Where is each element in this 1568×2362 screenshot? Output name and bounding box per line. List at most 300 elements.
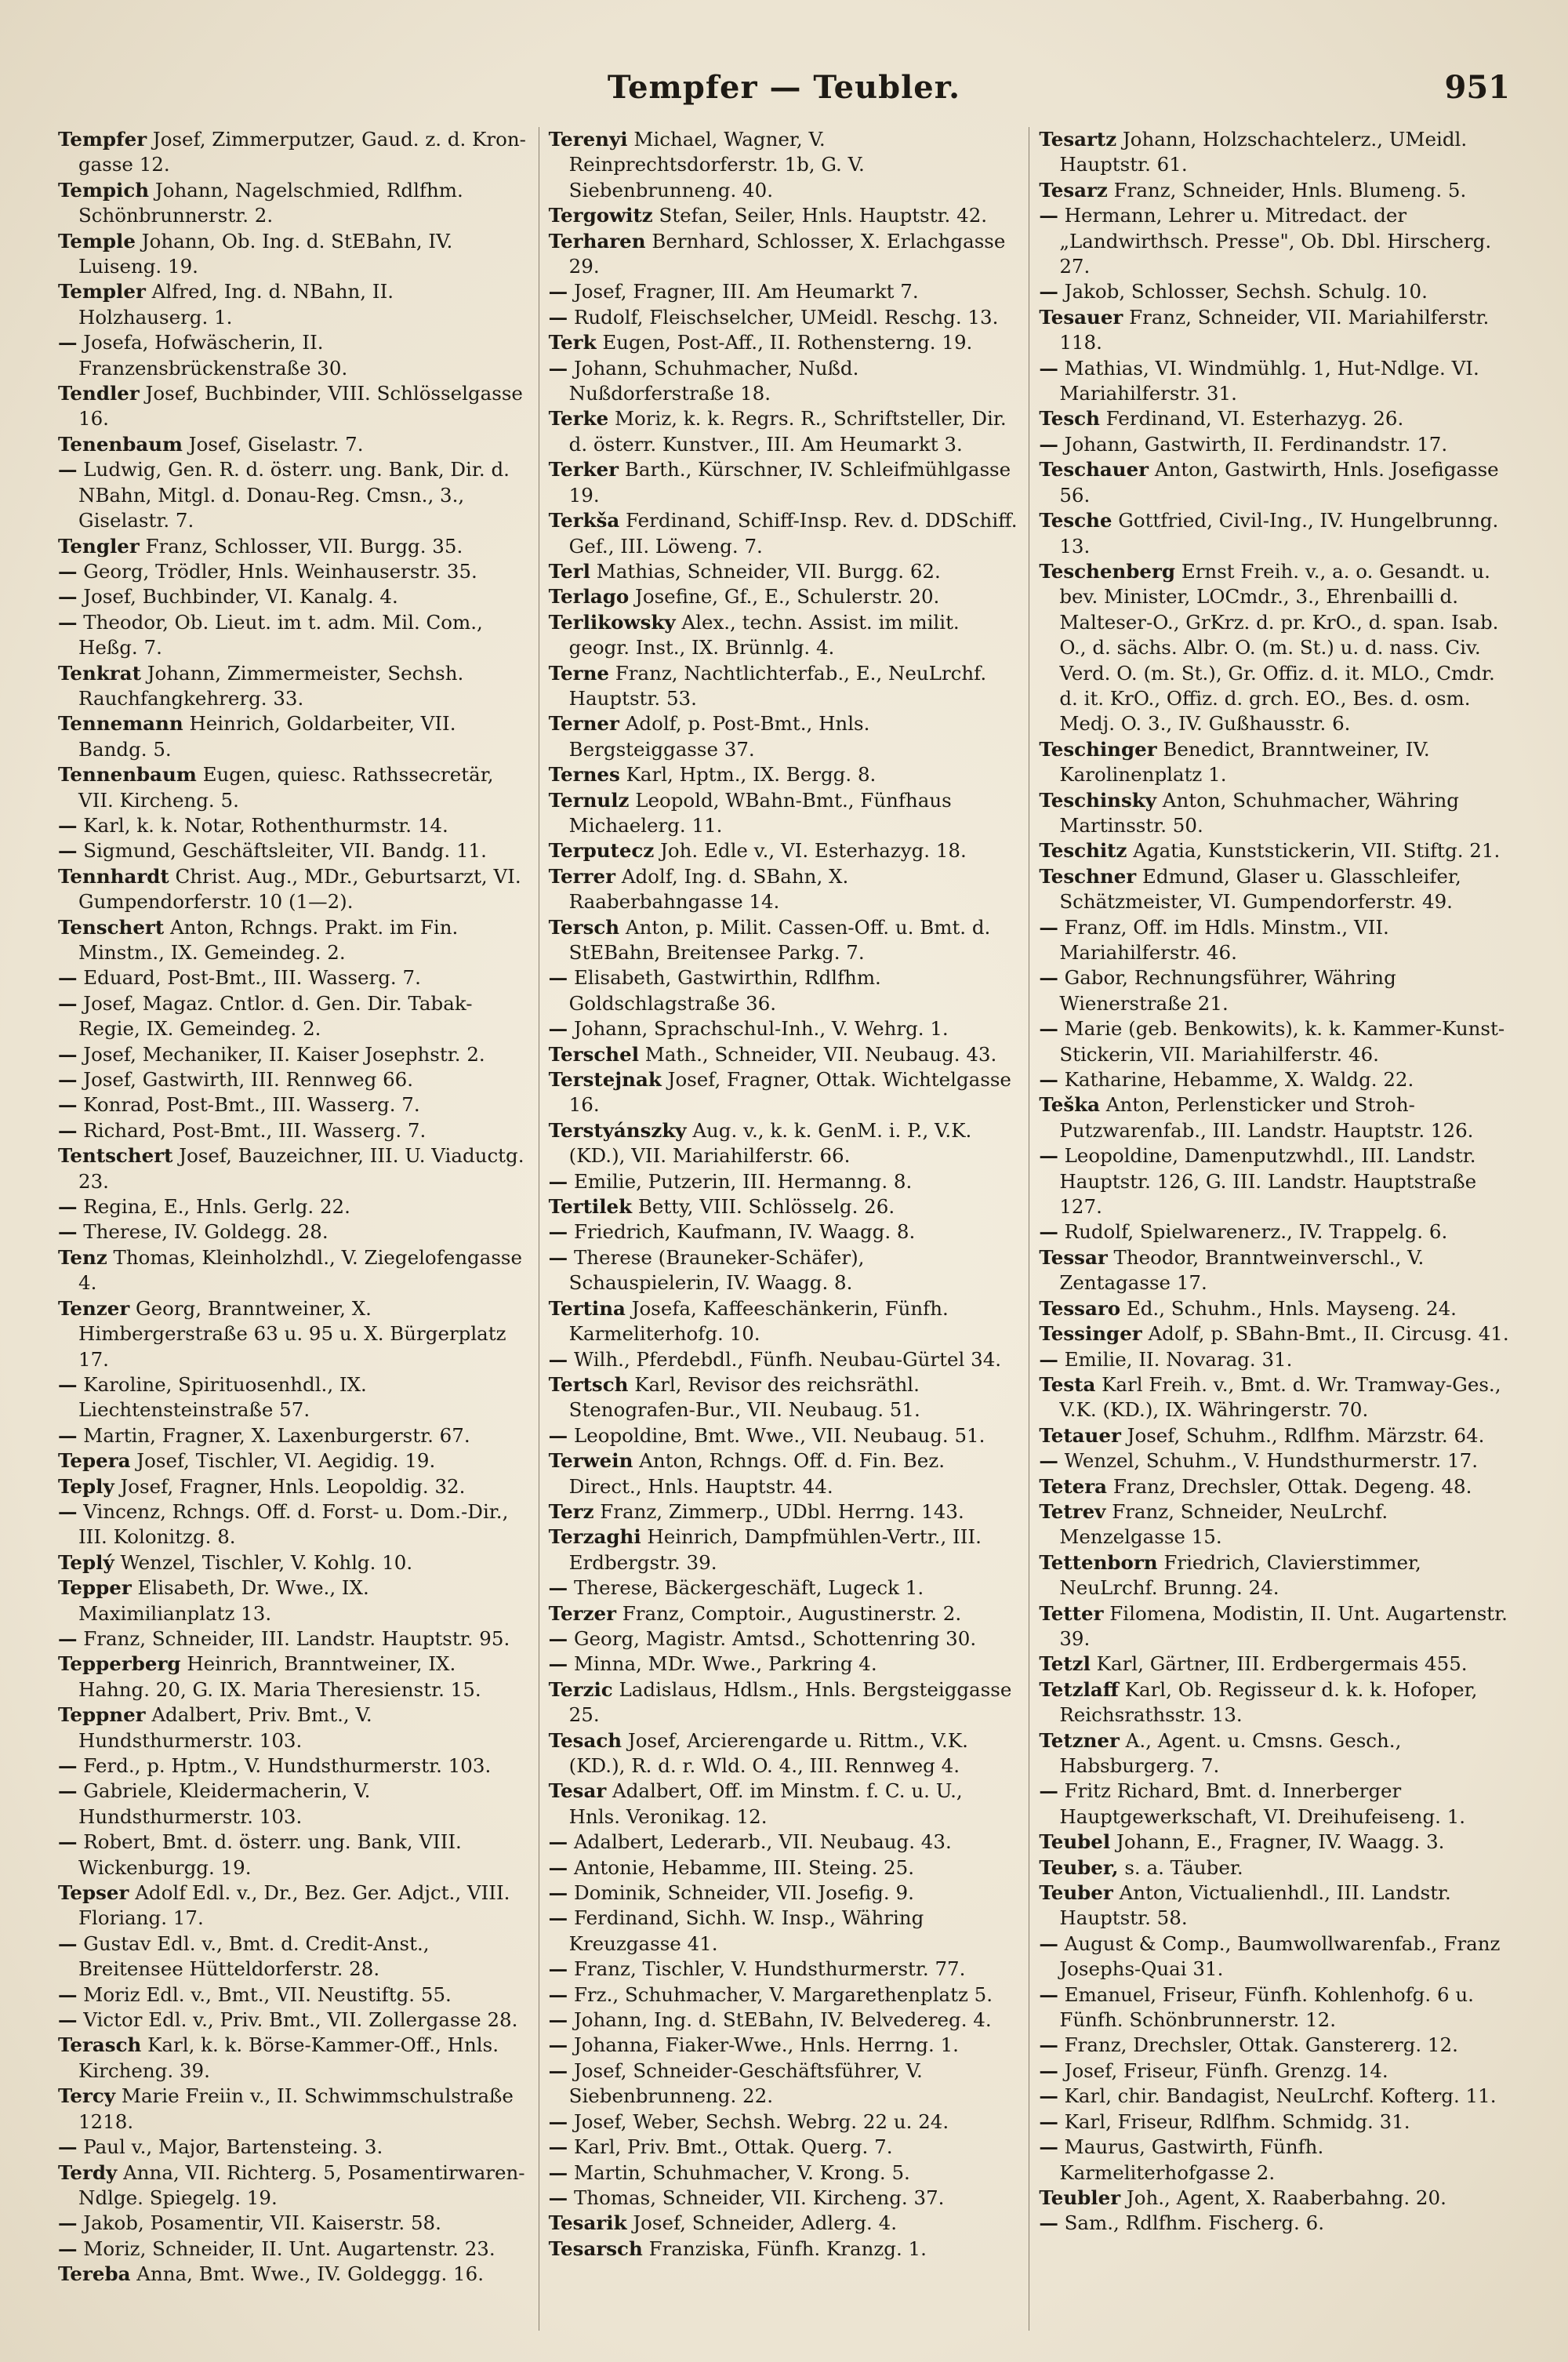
entry-surname: Tentschert	[58, 1144, 173, 1168]
directory-entry	[58, 1143, 529, 1194]
entry-details: Franz, Drechsler, Ottak. Degeng. 48.	[1107, 1474, 1472, 1498]
entry-details: Maurus, Gastwirth, Fünfh. Karmeliterhofgasse 2.	[1058, 2135, 1324, 2184]
entry-details: Sigmund, Geschäftsleiter, VII. Bandg. 11.	[77, 839, 487, 863]
directory-entry	[549, 1779, 1020, 1830]
directory-entry	[1039, 2084, 1510, 2109]
directory-entry	[58, 965, 529, 990]
entry-details: Adolf Edl. v., Dr., Bez. Ger. Adjct., VIII. Floriang. 17.	[78, 1881, 510, 1930]
entry-details: Georg, Branntweiner, X. Himbergerstraße 63 u. 95 u. X. Bürgerplatz 17.	[78, 1296, 506, 1371]
entry-surname: Tetauer	[1039, 1423, 1121, 1447]
entry-details: Josef, Giselastr. 7.	[182, 432, 364, 456]
entry-details: Karl, Gärtner, III. Erdbergermais 455.	[1090, 1652, 1468, 1676]
directory-entry	[58, 813, 529, 838]
directory-entry	[1039, 1982, 1510, 2033]
directory-entry	[1039, 559, 1510, 737]
directory-entry	[1039, 127, 1510, 178]
entry-surname: —	[58, 559, 78, 583]
entry-details: Ferd., p. Hptm., V. Hundsthurmerstr. 103.	[77, 1754, 492, 1777]
entry-details: Ferdinand, Schiff-Insp. Rev. d. DDSchiff. Gef., III. Löweng. 7.	[568, 509, 1018, 558]
entry-surname: —	[1039, 1347, 1058, 1371]
entry-surname: —	[548, 1245, 568, 1269]
entry-surname: Tersch	[548, 915, 620, 939]
directory-entry	[58, 2084, 529, 2135]
entry-surname: —	[58, 966, 78, 990]
directory-entry	[58, 1575, 529, 1626]
entry-details: Josefa, Hofwäscherin, II. Franzensbrückenstraße 30.	[77, 331, 348, 380]
entry-details: Theodor, Branntweinverschl., V. Zentagasse 17.	[1059, 1245, 1425, 1295]
entry-surname: —	[548, 1906, 568, 1930]
directory-entry	[549, 1957, 1020, 1982]
directory-entry	[1039, 2211, 1510, 2236]
directory-entry	[1039, 1830, 1510, 1855]
directory-entry	[1039, 406, 1510, 431]
directory-entry	[58, 1194, 529, 1219]
entry-details: Johann, Sprachschul-Inh., V. Wehrg. 1.	[568, 1017, 949, 1041]
entry-details: Johann, Ing. d. StEBahn, IV. Belvedereg. 4.	[568, 2008, 992, 2032]
entry-details: Agatia, Kunststickerin, VII. Stiftg. 21.	[1127, 839, 1501, 863]
entry-details: Josef, Schneider, Adlerg. 4.	[626, 2211, 897, 2235]
entry-surname: —	[548, 1423, 568, 1447]
directory-entry	[549, 2008, 1020, 2033]
entry-surname: —	[548, 2008, 568, 2032]
entry-surname: Terzic	[548, 1677, 613, 1701]
entry-details: Anton, Rchngs. Prakt. im Fin. Minstm., IX. Gemeindeg. 2.	[78, 915, 459, 964]
entry-details: Georg, Trödler, Hnls. Weinhauserstr. 35.	[77, 559, 477, 583]
entry-surname: —	[1039, 432, 1058, 456]
directory-entry	[58, 1753, 529, 1779]
entry-details: Therese (Brauneker-Schäfer), Schauspielerin, IV. Waagg. 8.	[568, 1245, 865, 1295]
directory-entry	[549, 2237, 1020, 2262]
entry-surname: Terenyi	[548, 128, 628, 151]
directory-entry	[1039, 737, 1510, 788]
entry-surname: Teubler	[1039, 2186, 1121, 2209]
directory-entry	[1039, 965, 1510, 1016]
directory-entry	[58, 1982, 529, 2008]
directory-entry	[549, 1524, 1020, 1575]
directory-entry	[549, 1728, 1020, 1779]
entry-details: Johann, Holzschachtelerz., UMeidl. Hauptstr. 61.	[1059, 128, 1468, 176]
entry-details: Josef, Buchbinder, VIII. Schlösselgasse 16.	[78, 382, 523, 431]
entry-details: Gabor, Rechnungsführer, Währing Wienerstraße 21.	[1058, 966, 1396, 1015]
entry-surname: —	[548, 1576, 568, 1600]
entry-details: Karl Freih. v., Bmt. d. Wr. Tramway-Ges., V.K. (KD.), IX. Währingerstr. 70.	[1059, 1372, 1501, 1422]
directory-entry	[549, 1347, 1020, 1372]
entry-surname: —	[58, 1754, 78, 1777]
entry-details: Jakob, Schlosser, Sechsh. Schulg. 10.	[1058, 280, 1428, 303]
entry-surname: —	[58, 1626, 78, 1650]
entry-details: Wenzel, Tischler, V. Kohlg. 10.	[114, 1550, 413, 1574]
entry-surname: Terdy	[58, 2160, 118, 2184]
entry-details: Franz, Comptoir., Augustinerstr. 2.	[616, 1601, 962, 1625]
directory-entry	[58, 2237, 529, 2262]
entry-details: Johann, Zimmermeister, Sechsh. Rauchfangkehrerg. 33.	[78, 661, 464, 710]
directory-entry	[549, 2033, 1020, 2058]
entry-surname: Terker	[548, 458, 619, 481]
entry-details: Betty, VIII. Schlösselg. 26.	[632, 1195, 895, 1219]
entry-details: Ed., Schuhm., Hnls. Mayseng. 24.	[1120, 1296, 1457, 1320]
directory-entry	[58, 1092, 529, 1117]
directory-entry	[549, 838, 1020, 863]
entry-details: s. a. Täuber.	[1118, 1855, 1243, 1879]
entry-surname: Tempich	[58, 178, 150, 202]
entry-details: Franz, Zimmerp., UDbl. Herrng. 143.	[593, 1499, 964, 1523]
directory-entry	[58, 127, 529, 178]
entry-surname: Tetter	[1039, 1601, 1104, 1625]
entry-details: Franz, Off. im Hdls. Minstm., VII. Mariahilferstr. 46.	[1058, 915, 1389, 964]
entry-details: Christ. Aug., MDr., Geburtsarzt, VI. Gumpendorferstr. 10 (1—2).	[78, 864, 521, 914]
directory-entry	[58, 991, 529, 1042]
entry-details: Anton, Rchngs. Off. d. Fin. Bez. Direct., Hnls. Hauptstr. 44.	[568, 1449, 946, 1498]
entry-surname: Tesauer	[1039, 305, 1123, 329]
directory-entry	[549, 330, 1020, 355]
entry-details: Bernhard, Schlosser, X. Erlachgasse 29.	[568, 229, 1006, 278]
entry-details: Sam., Rdlfhm. Fischerg. 6.	[1058, 2211, 1324, 2235]
entry-details: Josef, Schuhm., Rdlfhm. Märzstr. 64.	[1120, 1423, 1485, 1447]
entry-surname: —	[1039, 1931, 1058, 1955]
entry-details: Michael, Wagner, V. Reinprechtsdorferstr. 1b, G. V. Siebenbrunneng. 40.	[568, 128, 865, 202]
entry-surname: Terne	[548, 661, 609, 685]
directory-entry	[1039, 1601, 1510, 1652]
entry-details: Franz, Tischler, V. Hundsthurmerstr. 77.	[568, 1957, 966, 1981]
directory-entry	[58, 1296, 529, 1372]
entry-details: Paul v., Major, Bartensteing. 3.	[77, 2135, 383, 2159]
entry-surname: Terharen	[548, 229, 646, 253]
entry-surname: Teplý	[58, 1550, 114, 1574]
entry-surname: —	[548, 1017, 568, 1041]
entry-details: Anna, VII. Richterg. 5, Posamentirwaren-Ndlge. Spiegelg. 19.	[78, 2160, 525, 2209]
entry-surname: Testa	[1039, 1372, 1096, 1396]
directory-entry	[58, 1626, 529, 1652]
directory-entry	[58, 2211, 529, 2236]
entry-details: Antonie, Hebamme, III. Steing. 25.	[568, 1855, 914, 1879]
entry-surname: Teschitz	[1039, 839, 1127, 863]
entry-details: Ferdinand, VI. Esterhazyg. 26.	[1099, 407, 1404, 431]
directory-entry	[1039, 1499, 1510, 1550]
entry-surname: —	[548, 1982, 568, 2006]
directory-entry	[58, 1423, 529, 1448]
entry-details: Adolf, p. SBahn-Bmt., II. Circusg. 41.	[1142, 1322, 1509, 1346]
entry-details: Josef, Friseur, Fünfh. Grenzg. 14.	[1058, 2059, 1388, 2082]
directory-entry	[1039, 1423, 1510, 1448]
entry-surname: Tempfer	[58, 128, 147, 151]
entry-surname: —	[548, 1830, 568, 1854]
directory-entry	[1039, 1931, 1510, 1982]
entry-details: Joh. Edle v., VI. Esterhazyg. 18.	[654, 839, 967, 863]
entry-surname: —	[548, 2059, 568, 2082]
directory-entry	[1039, 178, 1510, 203]
directory-entry	[58, 1067, 529, 1092]
directory-entry	[549, 1448, 1020, 1499]
directory-entry	[58, 1245, 529, 1296]
entry-surname: Tertina	[548, 1296, 626, 1320]
directory-entry	[549, 508, 1020, 559]
entry-details: Josef, Gastwirth, III. Rennweg 66.	[77, 1068, 414, 1092]
entry-surname: —	[548, 2033, 568, 2057]
entry-surname: Terke	[548, 407, 609, 431]
entry-details: Benedict, Branntweiner, IV. Karolinenplatz 1.	[1059, 737, 1430, 787]
entry-details: Anton, Victualienhdl., III. Landstr. Hauptstr. 58.	[1059, 1881, 1451, 1930]
entry-details: Wenzel, Schuhm., V. Hundsthurmerstr. 17.	[1058, 1449, 1479, 1473]
entry-surname: —	[58, 1042, 78, 1066]
entry-surname: —	[58, 1779, 78, 1803]
directory-entry	[58, 1881, 529, 1931]
directory-entry	[58, 381, 529, 432]
directory-entry	[1039, 1779, 1510, 1830]
entry-surname: Teška	[1039, 1093, 1100, 1117]
entry-surname: —	[58, 1093, 78, 1117]
entry-details: Marie (geb. Benkowits), k. k. Kammer-Kunst-Stickerin, VII. Mariahilferstr. 46.	[1058, 1017, 1505, 1066]
entry-details: Karl, Priv. Bmt., Ottak. Querg. 7.	[568, 2135, 893, 2159]
directory-entry	[1039, 1092, 1510, 1143]
directory-entry	[1039, 1296, 1510, 1321]
entry-details: Leopoldine, Bmt. Wwe., VII. Neubaug. 51.	[568, 1423, 985, 1447]
entry-details: Josef, Fragner, Ottak. Wichtelgasse 16.	[568, 1068, 1011, 1117]
entry-surname: Terz	[548, 1499, 594, 1523]
directory-entry	[549, 305, 1020, 330]
entry-details: Therese, Bäckergeschäft, Lugeck 1.	[568, 1576, 924, 1600]
directory-entry	[549, 1118, 1020, 1169]
entry-surname: —	[1039, 2135, 1058, 2159]
directory-entry	[58, 229, 529, 280]
directory-entry	[1039, 356, 1510, 407]
directory-entry	[549, 1067, 1020, 1118]
entry-surname: Tettenborn	[1039, 1550, 1158, 1574]
entry-details: Thomas, Kleinholzhdl., V. Ziegelofengasse 4.	[78, 1245, 522, 1295]
entry-details: Johann, Nagelschmied, Rdlfhm. Schönbrunnerstr. 2.	[78, 178, 463, 227]
entry-details: Alex., techn. Assist. im milit. geogr. Inst., IX. Brünnlg. 4.	[568, 610, 960, 660]
directory-entry	[549, 711, 1020, 762]
entry-details: Emilie, Putzerin, III. Hermanng. 8.	[568, 1169, 913, 1193]
entry-details: Hermann, Lehrer u. Mitredact. der „Landwirthsch. Presse", Ob. Dbl. Hirscherg. 27.	[1058, 204, 1492, 278]
entry-surname: —	[58, 1830, 78, 1854]
entry-details: Gustav Edl. v., Bmt. d. Credit-Anst., Breitensee Hütteldorferstr. 28.	[77, 1931, 430, 1981]
directory-entry	[549, 1906, 1020, 1957]
entry-details: Aug. v., k. k. GenM. i. P., V.K. (KD.), VII. Mariahilferstr. 66.	[568, 1118, 972, 1168]
directory-entry	[549, 610, 1020, 661]
entry-details: Rudolf, Spielwarenerz., IV. Trappelg. 6.	[1058, 1220, 1448, 1244]
directory-entry	[58, 178, 529, 229]
directory-entry	[549, 1194, 1020, 1219]
entry-details: Moriz Edl. v., Bmt., VII. Neustiftg. 55.	[77, 1982, 452, 2006]
entry-surname: Tepser	[58, 1881, 129, 1905]
directory-entry	[58, 915, 529, 966]
entry-surname: Tenkrat	[58, 661, 141, 685]
entry-details: Ernst Freih. v., a. o. Gesandt. u. bev. Minister, LOCmdr., 3., Ehrenbailli d. Malteser-O., GrKrz. d. pr. KrO., d. span. Isab. O., d. sächs. Albr. O. (m. St.) u. d. nass. Civ. Verd. O. (m. St.), Gr. Offiz. d. it. MLO., Cmdr. d. it. KrO., Offiz. d. grch. EO., Bes. d. osm. Medj. O. 3., IV. Gußhausstr. 6.	[1059, 559, 1499, 736]
directory-entry	[58, 559, 529, 584]
directory-entry	[1039, 1728, 1510, 1779]
entry-surname: —	[58, 1068, 78, 1092]
page-number: 951	[1444, 69, 1510, 106]
entry-details: Victor Edl. v., Priv. Bmt., VII. Zollergasse 28.	[77, 2008, 518, 2032]
directory-entry	[58, 2135, 529, 2160]
entry-surname: Teschinsky	[1039, 788, 1156, 812]
directory-entry	[549, 584, 1020, 609]
entry-details: Dominik, Schneider, VII. Josefig. 9.	[568, 1881, 914, 1905]
entry-details: Fritz Richard, Bmt. d. Innerberger Hauptgewerkschaft, VI. Dreihufeiseng. 1.	[1058, 1779, 1466, 1828]
directory-entry	[1039, 1881, 1510, 1931]
entry-surname: Ternes	[548, 763, 620, 787]
directory-entry	[549, 203, 1020, 228]
entry-surname: —	[1039, 1220, 1058, 1244]
entry-details: Adolf, p. Post-Bmt., Hnls. Bergsteiggasse 37.	[568, 712, 870, 761]
entry-details: Josef, Magaz. Cntlor. d. Gen. Dir. Tabak-Regie, IX. Gemeindeg. 2.	[77, 991, 473, 1041]
entry-details: Eugen, quiesc. Rathssecretär, VII. Kircheng. 5.	[78, 763, 494, 812]
entry-details: Josef, Zimmerputzer, Gaud. z. d. Kron-gasse 12.	[78, 128, 526, 176]
entry-details: Theodor, Ob. Lieut. im t. adm. Mil. Com., Heßg. 7.	[77, 610, 483, 660]
entry-surname: Tesarsch	[548, 2237, 643, 2260]
directory-entry	[549, 864, 1020, 915]
entry-details: Katharine, Hebamme, X. Waldg. 22.	[1058, 1068, 1414, 1092]
entry-surname: Templer	[58, 280, 146, 303]
entry-details: Anton, Perlensticker und Stroh-Putzwarenfab., III. Landstr. Hauptstr. 126.	[1059, 1093, 1474, 1142]
entry-details: Adolf, Ing. d. SBahn, X. Raaberbahngasse 14.	[568, 864, 849, 914]
entry-surname: Terschel	[548, 1042, 640, 1066]
entry-surname: Tenenbaum	[58, 432, 183, 456]
directory-entry	[58, 1372, 529, 1423]
column-3	[1029, 127, 1519, 2331]
directory-entry	[549, 2186, 1020, 2211]
entry-details: Jakob, Posamentir, VII. Kaiserstr. 58.	[77, 2211, 441, 2235]
directory-entry	[58, 330, 529, 381]
entry-surname: Tepera	[58, 1449, 131, 1473]
directory-columns	[49, 127, 1519, 2331]
directory-entry	[549, 788, 1020, 839]
entry-details: Josef, Arcierengarde u. Rittm., V.K. (KD.), R. d. r. Wld. O. 4., III. Rennweg 4.	[568, 1728, 968, 1777]
entry-surname: —	[1039, 2109, 1058, 2133]
directory-entry	[1039, 432, 1510, 457]
directory-entry	[549, 1423, 1020, 1448]
entry-surname: —	[548, 2160, 568, 2184]
entry-details: Leopold, WBahn-Bmt., Fünfhaus Michaelerg. 11.	[568, 788, 952, 837]
entry-details: Franz, Schneider, III. Landstr. Hauptstr. 95.	[77, 1626, 510, 1650]
entry-details: Rudolf, Fleischselcher, UMeidl. Reschg. 13.	[568, 305, 999, 329]
entry-details: Josef, Weber, Sechsh. Webrg. 22 u. 24.	[568, 2109, 949, 2133]
entry-surname: —	[548, 356, 568, 380]
entry-surname: —	[1039, 915, 1058, 939]
directory-entry	[549, 1830, 1020, 1855]
entry-surname: Teply	[58, 1474, 114, 1498]
entry-details: Anton, p. Milit. Cassen-Off. u. Bmt. d. StEBahn, Breitensee Parkg. 7.	[568, 915, 991, 964]
entry-surname: Terzer	[548, 1601, 616, 1625]
directory-entry	[58, 2262, 529, 2287]
entry-surname: —	[548, 1957, 568, 1981]
directory-entry	[58, 1830, 529, 1881]
entry-details: Leopoldine, Damenputzwhdl., III. Landstr. Hauptstr. 126, G. III. Landstr. Hauptstraße 127.	[1058, 1144, 1477, 1219]
directory-entry	[1039, 2033, 1510, 2058]
entry-details: Emilie, II. Novarag. 31.	[1058, 1347, 1293, 1371]
directory-entry	[58, 279, 529, 330]
directory-entry	[549, 1042, 1020, 1067]
entry-details: A., Agent. u. Cmsns. Gesch., Habsburgerg. 7.	[1059, 1728, 1402, 1777]
directory-entry	[1039, 1855, 1510, 1881]
directory-entry	[549, 229, 1020, 280]
entry-surname: Tesarik	[548, 2211, 627, 2235]
entry-details: Ladislaus, Hdlsm., Hnls. Bergsteiggasse 25.	[568, 1677, 1012, 1727]
entry-details: Martin, Schuhmacher, V. Krong. 5.	[568, 2160, 910, 2184]
entry-details: Johann, Schuhmacher, Nußd. Nußdorferstraße 18.	[568, 356, 859, 405]
entry-surname: —	[58, 991, 78, 1015]
entry-surname: Tesar	[548, 1779, 607, 1803]
entry-details: Heinrich, Dampfmühlen-Vertr., III. Erdbergstr. 39.	[568, 1525, 982, 1574]
entry-surname: Tenschert	[58, 915, 165, 939]
entry-details: Gottfried, Civil-Ing., IV. Hungelbrunng. 13.	[1059, 509, 1499, 558]
entry-details: Martin, Fragner, X. Laxenburgerstr. 67.	[77, 1423, 470, 1447]
directory-entry	[58, 1219, 529, 1245]
entry-details: Josef, Bauzeichner, III. U. Viaductg. 23.	[78, 1144, 524, 1193]
entry-surname: —	[1039, 1144, 1058, 1168]
entry-details: Frz., Schuhmacher, V. Margarethenplatz 5.	[568, 1982, 993, 2006]
entry-details: Heinrich, Goldarbeiter, VII. Bandg. 5.	[78, 712, 456, 761]
entry-details: Adalbert, Off. im Minstm. f. C. u. U., Hnls. Veronikag. 12.	[568, 1779, 963, 1828]
entry-surname: Terlago	[548, 585, 630, 609]
entry-surname: Tenz	[58, 1245, 107, 1269]
entry-details: Karoline, Spirituosenhdl., IX. Liechtensteinstraße 57.	[77, 1372, 367, 1422]
entry-surname: —	[1039, 2033, 1058, 2057]
entry-surname: —	[1039, 966, 1058, 990]
column-1	[49, 127, 539, 2331]
entry-details: Math., Schneider, VII. Neubaug. 43.	[639, 1042, 997, 1066]
entry-surname: —	[1039, 1779, 1058, 1803]
directory-entry	[549, 965, 1020, 1016]
entry-surname: —	[548, 2186, 568, 2209]
entry-details: Karl, Hptm., IX. Bergg. 8.	[619, 763, 877, 787]
directory-entry	[58, 2160, 529, 2211]
directory-entry	[549, 457, 1020, 508]
directory-entry	[549, 2211, 1020, 2236]
entry-surname: —	[1039, 280, 1058, 303]
entry-surname: —	[58, 458, 78, 481]
directory-entry	[549, 356, 1020, 407]
entry-details: Edmund, Glaser u. Glasschleifer, Schätzmeister, VI. Gumpendorferstr. 49.	[1059, 864, 1461, 914]
entry-details: Richard, Post-Bmt., III. Wasserg. 7.	[77, 1118, 426, 1142]
entry-surname: Tertilek	[548, 1195, 633, 1219]
directory-entry	[58, 1550, 529, 1575]
entry-surname: Terl	[548, 559, 590, 583]
directory-entry	[549, 915, 1020, 966]
entry-details: Josefine, Gf., E., Schulerstr. 20.	[629, 585, 940, 609]
entry-surname: Tepper	[58, 1576, 132, 1600]
entry-details: Marie Freiin v., II. Schwimmschulstraße 1218.	[78, 2084, 514, 2133]
entry-surname: —	[58, 1982, 78, 2006]
entry-details: Vincenz, Rchngs. Off. d. Forst- u. Dom.-Dir., III. Kolonitzg. 8.	[77, 1499, 509, 1549]
entry-surname: Terkša	[548, 509, 620, 532]
directory-entry	[549, 559, 1020, 584]
entry-surname: Teppner	[58, 1703, 146, 1727]
directory-entry	[1039, 1677, 1510, 1728]
directory-entry	[1039, 1016, 1510, 1067]
entry-surname: Terk	[548, 331, 597, 354]
directory-entry	[1039, 2109, 1510, 2135]
entry-surname: Teuber	[1039, 1881, 1113, 1905]
directory-entry	[1039, 279, 1510, 304]
directory-entry	[549, 1982, 1020, 2008]
directory-entry	[1039, 2186, 1510, 2211]
directory-entry	[58, 1474, 529, 1499]
entry-surname: —	[58, 2211, 78, 2235]
entry-surname: Tercy	[58, 2084, 116, 2108]
directory-entry	[549, 127, 1020, 203]
entry-details: Regina, E., Hnls. Gerlg. 22.	[77, 1195, 350, 1219]
directory-entry	[549, 1169, 1020, 1194]
entry-details: Wilh., Pferdebdl., Fünfh. Neubau-Gürtel 34.	[568, 1347, 1002, 1371]
entry-details: Anna, Bmt. Wwe., IV. Goldeggg. 16.	[130, 2262, 485, 2286]
entry-details: Franz, Schneider, Hnls. Blumeng. 5.	[1107, 178, 1467, 202]
directory-entry	[58, 1702, 529, 1753]
entry-surname: Terwein	[548, 1449, 633, 1473]
directory-entry	[1039, 1474, 1510, 1499]
directory-entry	[1039, 838, 1510, 863]
entry-details: Konrad, Post-Bmt., III. Wasserg. 7.	[77, 1093, 420, 1117]
